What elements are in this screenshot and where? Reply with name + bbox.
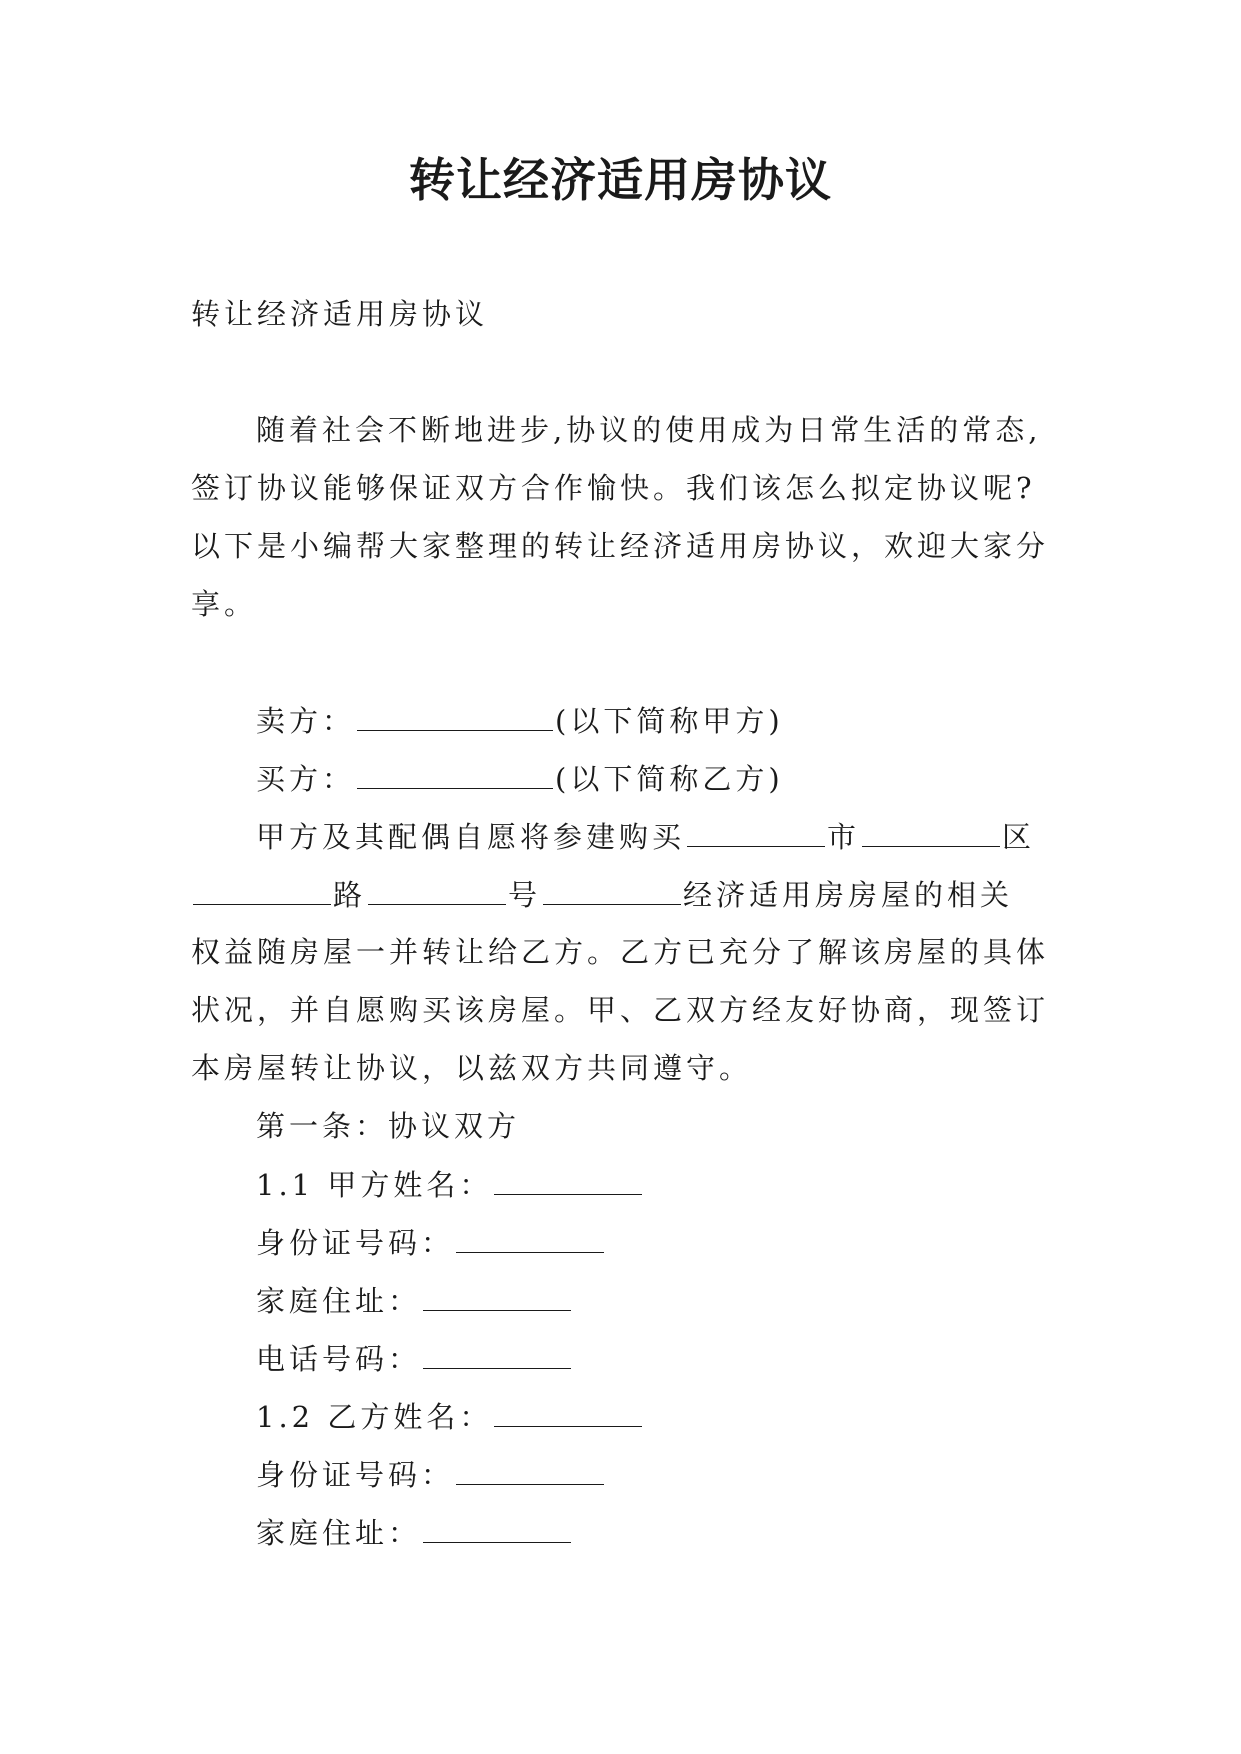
party-a-phone-blank bbox=[423, 1338, 571, 1369]
article-1-heading: 第一条：协议双方 bbox=[256, 1109, 521, 1143]
party-b-name-line bbox=[256, 1396, 644, 1437]
document-title: 转让经济适用房协议 bbox=[409, 153, 832, 207]
party-b-name-blank bbox=[494, 1396, 642, 1427]
district-label: 区 bbox=[1002, 820, 1036, 854]
road-blank bbox=[193, 874, 331, 905]
party-b-id-blank bbox=[456, 1454, 604, 1485]
party-a-phone-label: 电话号码： bbox=[256, 1342, 422, 1376]
transfer-line-1 bbox=[256, 816, 1035, 857]
party-a-address-line bbox=[256, 1280, 573, 1321]
party-b-name-label: 1.2 乙方姓名： bbox=[256, 1400, 493, 1434]
intro-line-3: 以下是小编帮大家整理的转让经济适用房协议，欢迎大家分 bbox=[191, 529, 1050, 563]
transfer-line-2 bbox=[191, 874, 1013, 915]
party-b-id-label: 身份证号码： bbox=[256, 1458, 455, 1492]
transfer-line-3: 权益随房屋一并转让给乙方。乙方已充分了解该房屋的具体 bbox=[191, 935, 1050, 969]
number-label: 号 bbox=[508, 878, 542, 912]
party-b-id-line bbox=[256, 1454, 606, 1495]
seller-label: 卖方： bbox=[256, 704, 356, 738]
district-blank bbox=[862, 816, 1000, 847]
transfer-line-4: 状况，并自愿购买该房屋。甲、乙双方经友好协商，现签订 bbox=[191, 993, 1050, 1027]
buyer-note: (以下简称乙方) bbox=[555, 762, 784, 796]
party-b-address-line bbox=[256, 1512, 573, 1553]
party-a-id-label: 身份证号码： bbox=[256, 1226, 455, 1260]
party-a-name-blank bbox=[494, 1164, 642, 1195]
city-blank bbox=[687, 816, 825, 847]
party-a-name-line bbox=[256, 1164, 644, 1205]
city-label: 市 bbox=[827, 820, 861, 854]
transfer-text-2: 经济适用房房屋的相关 bbox=[683, 878, 1014, 912]
buyer-line bbox=[256, 758, 784, 799]
document-subtitle: 转让经济适用房协议 bbox=[191, 297, 489, 331]
party-a-id-blank bbox=[456, 1222, 604, 1253]
number-blank bbox=[368, 874, 506, 905]
road-label: 路 bbox=[333, 878, 367, 912]
transfer-text-1: 甲方及其配偶自愿将参建购买 bbox=[256, 820, 686, 854]
transfer-line-5: 本房屋转让协议，以兹双方共同遵守。 bbox=[191, 1051, 753, 1085]
intro-line-4: 享。 bbox=[191, 587, 258, 621]
seller-note: (以下简称甲方) bbox=[555, 704, 784, 738]
intro-line-1: 随着社会不断地进步,协议的使用成为日常生活的常态, bbox=[256, 413, 1042, 447]
party-a-address-blank bbox=[423, 1280, 571, 1311]
seller-blank bbox=[357, 700, 553, 731]
party-a-phone-line bbox=[256, 1338, 573, 1379]
buyer-blank bbox=[357, 758, 553, 789]
party-b-address-label: 家庭住址： bbox=[256, 1516, 422, 1550]
seller-line bbox=[256, 700, 784, 741]
party-b-address-blank bbox=[423, 1512, 571, 1543]
buyer-label: 买方： bbox=[256, 762, 356, 796]
party-a-id-line bbox=[256, 1222, 606, 1263]
house-blank bbox=[543, 874, 681, 905]
party-a-address-label: 家庭住址： bbox=[256, 1284, 422, 1318]
intro-line-2: 签订协议能够保证双方合作愉快。我们该怎么拟定协议呢? bbox=[191, 471, 1036, 505]
party-a-name-label: 1.1 甲方姓名： bbox=[256, 1168, 493, 1202]
